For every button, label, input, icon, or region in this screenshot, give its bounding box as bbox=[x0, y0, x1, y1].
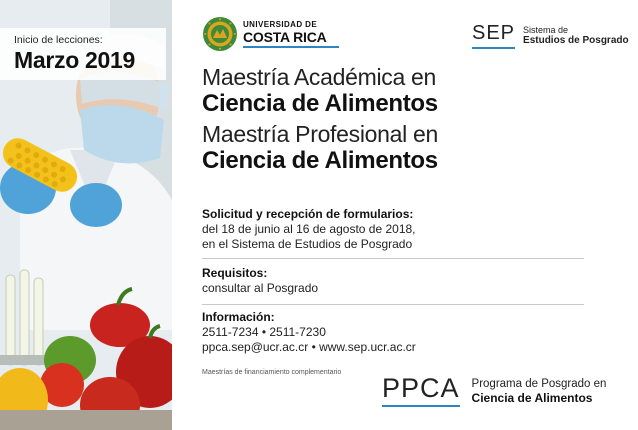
program-professional-type: Maestría Profesional en bbox=[202, 121, 439, 147]
ppca-mark: PPCA bbox=[382, 374, 460, 407]
contact-section bbox=[202, 310, 584, 355]
divider bbox=[202, 304, 584, 305]
classes-start-date bbox=[14, 47, 135, 73]
classes-start-badge bbox=[0, 28, 166, 80]
ucr-seal-icon bbox=[202, 16, 238, 52]
contact-heading: Información: bbox=[202, 310, 275, 324]
application-section bbox=[202, 207, 584, 252]
sep-logo bbox=[472, 22, 629, 49]
classes-start-label: Inicio de lecciones: bbox=[14, 34, 103, 46]
ucr-underline bbox=[243, 46, 339, 48]
start-year: 2019 bbox=[85, 47, 136, 73]
ppca-name-line1: Programa de Posgrado en bbox=[471, 378, 607, 390]
requirements-text: consultar al Posgrado bbox=[202, 281, 319, 295]
sep-mark: SEP bbox=[472, 22, 515, 49]
application-place: en el Sistema de Estudios de Posgrado bbox=[202, 237, 413, 251]
ucr-name-line2: COSTA RICA bbox=[243, 28, 327, 45]
program-titles bbox=[202, 64, 622, 174]
ucr-logo bbox=[202, 16, 339, 52]
program-academic-type: Maestría Académica en bbox=[202, 64, 437, 90]
contact-phones: 2511-7234 • 2511-7230 bbox=[202, 325, 326, 339]
contact-email-web[interactable]: ppca.sep@ucr.ac.cr • www.sep.ucr.ac.cr bbox=[202, 340, 416, 354]
funding-footnote: Maestrías de financiamiento complementario bbox=[202, 369, 342, 376]
requirements-heading: Requisitos: bbox=[202, 266, 268, 280]
ucr-name-line1: UNIVERSIDAD DE bbox=[243, 19, 318, 29]
sep-name-line2: Estudios de Posgrado bbox=[523, 34, 629, 46]
sep-name-line1: Sistema de bbox=[523, 24, 569, 35]
requirements-section bbox=[202, 266, 584, 296]
hero-photo bbox=[0, 0, 172, 430]
start-month: Marzo bbox=[14, 47, 79, 73]
application-heading: Solicitud y recepción de formularios: bbox=[202, 207, 414, 221]
program-academic-field: Ciencia de Alimentos bbox=[202, 90, 438, 117]
program-professional-field: Ciencia de Alimentos bbox=[202, 147, 438, 174]
ppca-logo bbox=[382, 374, 606, 407]
divider bbox=[202, 258, 584, 259]
ppca-name-line2: Ciencia de Alimentos bbox=[471, 391, 593, 405]
content-panel bbox=[172, 0, 638, 430]
application-dates: del 18 de junio al 16 de agosto de 2018, bbox=[202, 222, 416, 236]
